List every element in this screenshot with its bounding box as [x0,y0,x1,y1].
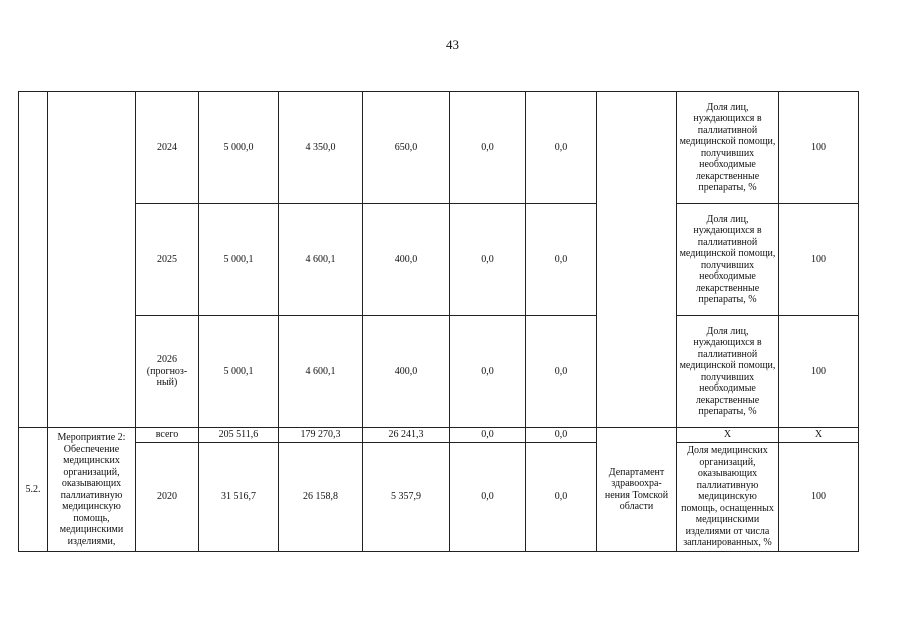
year-cell [136,316,199,428]
funding-cell: 0,0 [450,443,526,552]
funding-cell: 400,0 [363,204,450,316]
funding-cell: 0,0 [526,204,597,316]
total-cell: 5 000,1 [199,204,279,316]
indicator-cell: Доля лиц, нуждающихся в паллиативной медицинской помощи, получивших необходимые лекарственные препараты, % [677,92,779,204]
funding-cell: 0,0 [450,316,526,428]
funding-cell: 179 270,3 [279,428,363,443]
indicator-cell: Доля медицинских организаций, оказывающих паллиативную медицинскую помощь, оснащенных медицинскими изделиями от числа запланированных, % [677,443,779,552]
empty-executor-cell [597,92,677,428]
funding-cell: 650,0 [363,92,450,204]
funding-cell: 4 600,1 [279,204,363,316]
funding-cell: 0,0 [526,428,597,443]
funding-cell: 26 241,3 [363,428,450,443]
funding-cell: 0,0 [450,204,526,316]
program-table [18,91,859,552]
funding-cell: 5 357,9 [363,443,450,552]
year-cell: 2020 [136,443,199,552]
section-name-cell: Мероприятие 2: Обеспечение медицинских организаций, оказывающих паллиативную медицинскую помощь, медицинскими изделиями, [48,428,136,552]
indicator-value-cell: 100 [779,443,859,552]
year-cell: всего [136,428,199,443]
funding-cell: 26 158,8 [279,443,363,552]
total-cell: 5 000,0 [199,92,279,204]
funding-cell: 0,0 [526,316,597,428]
empty-number-cell [19,92,48,428]
indicator-value-cell: X [779,428,859,443]
indicator-value-cell: 100 [779,92,859,204]
total-cell: 5 000,1 [199,316,279,428]
year-cell: 2025 [136,204,199,316]
funding-cell: 0,0 [526,443,597,552]
funding-cell: 0,0 [450,92,526,204]
table-row [19,443,859,552]
funding-cell: 4 600,1 [279,316,363,428]
funding-cell: 0,0 [450,428,526,443]
table-row [19,204,859,316]
funding-cell: 4 350,0 [279,92,363,204]
funding-cell: 400,0 [363,316,450,428]
funding-cell: 0,0 [526,92,597,204]
indicator-cell: X [677,428,779,443]
table-row [19,316,859,428]
executor-cell: Департамент здравоохра-нения Томской области [597,428,677,552]
indicator-cell: Доля лиц, нуждающихся в паллиативной медицинской помощи, получивших необходимые лекарственные препараты, % [677,204,779,316]
indicator-value-cell: 100 [779,316,859,428]
table-row [19,428,859,443]
total-cell: 205 511,6 [199,428,279,443]
year-label: 2026 (прогноз-ный) [146,354,188,389]
total-cell: 31 516,7 [199,443,279,552]
table-row [19,92,859,204]
indicator-value-cell: 100 [779,204,859,316]
year-cell: 2024 [136,92,199,204]
empty-name-cell [48,92,136,428]
indicator-cell: Доля лиц, нуждающихся в паллиативной медицинской помощи, получивших необходимые лекарственные препараты, % [677,316,779,428]
section-number-cell: 5.2. [19,428,48,552]
page-number: 43 [446,37,459,52]
